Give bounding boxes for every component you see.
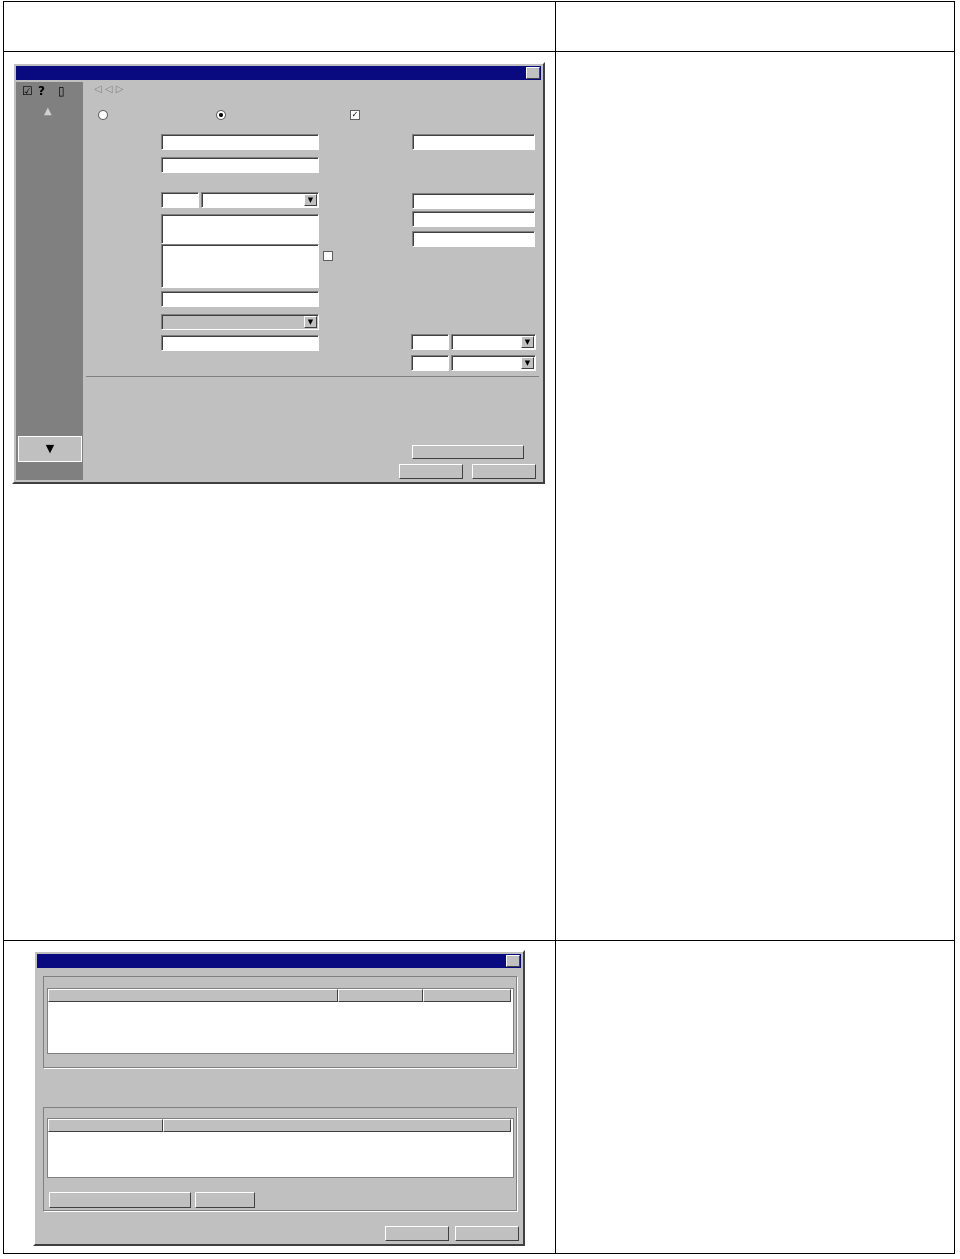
chevron-down-icon[interactable]: ▼ <box>521 336 534 348</box>
country-code-field[interactable] <box>161 192 199 208</box>
nav-panel <box>16 82 83 480</box>
name-field[interactable] <box>161 134 319 150</box>
name-column-header[interactable] <box>163 1119 511 1132</box>
email-consent-checkbox[interactable] <box>323 251 333 261</box>
residence-code-field[interactable] <box>411 355 449 371</box>
address-book-dialog <box>33 950 525 1246</box>
chevron-down-icon[interactable]: ▼ <box>304 316 317 328</box>
first-name-field[interactable] <box>161 157 319 173</box>
chevron-down-icon[interactable]: ▼ <box>304 194 317 206</box>
city-field[interactable] <box>161 291 319 307</box>
registration-field[interactable] <box>412 134 535 150</box>
region-combo[interactable] <box>161 314 319 330</box>
country-combo[interactable] <box>201 192 319 208</box>
scroll-up-icon[interactable]: ▲ <box>44 106 52 117</box>
back-arrow-icon[interactable]: ◁ ◁ ▷ <box>94 84 124 95</box>
legal-entity-radio[interactable] <box>98 110 108 120</box>
function-column-header[interactable] <box>48 1119 163 1132</box>
address-attention-field[interactable] <box>161 214 319 244</box>
residence-combo[interactable] <box>451 355 536 371</box>
chevron-down-icon[interactable]: ▼ <box>521 357 534 369</box>
nationality-code-field[interactable] <box>411 334 449 350</box>
ok-button[interactable] <box>399 464 463 479</box>
cancel-button[interactable] <box>455 1226 519 1241</box>
address-street-field[interactable] <box>161 244 319 288</box>
facsimile-field[interactable] <box>412 211 535 227</box>
cancel-button[interactable] <box>472 464 536 479</box>
also-inventor-checkbox[interactable]: ✓ <box>351 110 359 119</box>
spellcheck-icon[interactable]: ☑ <box>22 84 33 98</box>
remove-button[interactable] <box>195 1192 255 1208</box>
close-button[interactable] <box>526 67 540 79</box>
header-divider <box>4 51 954 52</box>
natural-person-radio[interactable] <box>216 110 226 120</box>
row-divider <box>4 940 954 941</box>
separator <box>86 376 539 377</box>
applicant-details-dialog <box>12 62 545 484</box>
telephone-field[interactable] <box>412 193 535 209</box>
document-icon[interactable]: ▯ <box>58 84 65 98</box>
nationality-combo[interactable] <box>451 334 536 350</box>
fax-column-header[interactable] <box>338 989 423 1002</box>
email-column-header[interactable] <box>423 989 511 1002</box>
postal-code-field[interactable] <box>161 335 319 351</box>
column-divider <box>555 2 556 1253</box>
dialog-title-bar <box>16 66 541 80</box>
close-button[interactable] <box>506 955 520 967</box>
dialog-title-bar <box>37 954 521 968</box>
ok-button[interactable] <box>385 1226 449 1241</box>
scroll-down-icon[interactable]: ▼ <box>18 436 82 462</box>
name-column-header[interactable] <box>48 989 338 1002</box>
email-field[interactable] <box>412 231 535 247</box>
select-modify-button[interactable] <box>412 445 524 459</box>
copy-to-address-book-button[interactable] <box>49 1192 191 1208</box>
help-icon[interactable]: ? <box>38 84 45 98</box>
